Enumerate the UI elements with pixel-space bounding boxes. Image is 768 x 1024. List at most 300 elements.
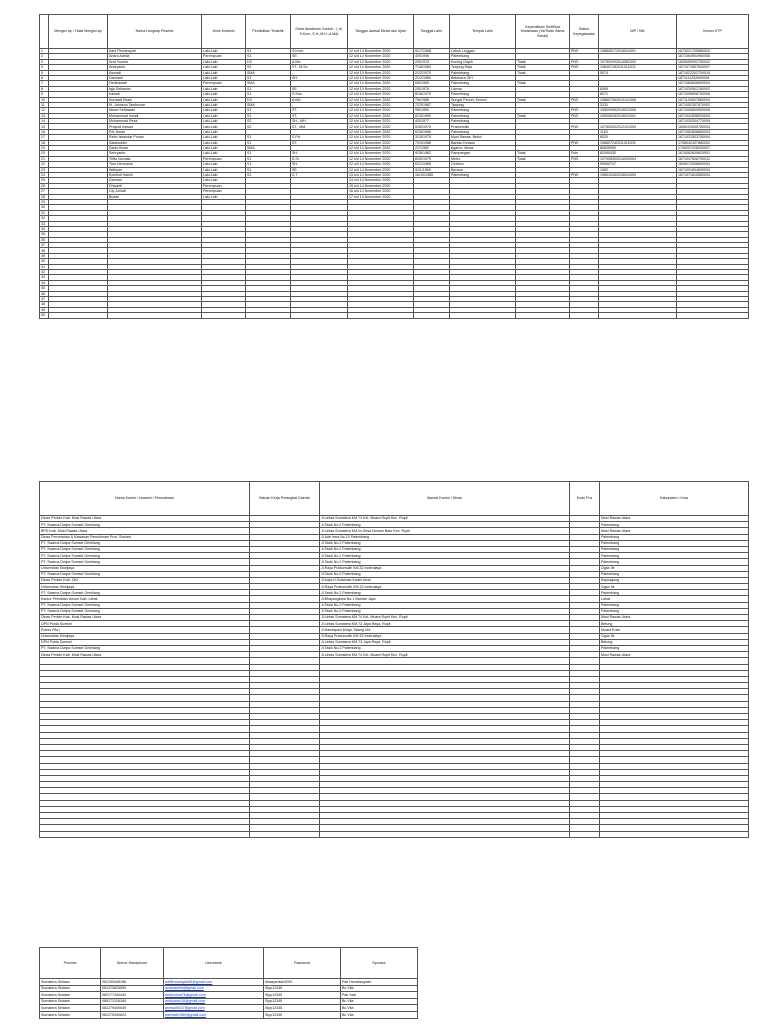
participant-row-cell: Tidak [516, 97, 570, 102]
office-row-cell: Universitas Sriwijaya [40, 584, 250, 590]
participant-row-cell: Lubuk Linggau [450, 49, 516, 54]
office-row-cell: PT. Swarna Dwipa Sumsel Gemilang [40, 590, 250, 596]
account-row-cell[interactable]: andinurnia76@gmail.com [164, 992, 264, 999]
participant-table-header-col-9: Kepemilikan Sertifikat Kesiswaan (Ya/Tidak Sama Sekali) [516, 15, 570, 49]
participant-row-cell: S1 [246, 162, 291, 167]
participant-row-cell: 13 [40, 113, 49, 118]
participant-row-cell: 2 [40, 54, 49, 59]
participant-row-cell: 80835990 [599, 146, 677, 151]
participant-row-cell: SH. [291, 162, 348, 167]
participant-row-cell: 1708042407880002 [677, 140, 749, 145]
participant-row-cell: 30 [40, 205, 49, 210]
participant-row-cell: 12 s/d 14 November 2020 [348, 54, 414, 59]
office-row-cell: Ogan Ilir [600, 633, 749, 639]
participant-row-cell [291, 313, 348, 318]
participant-row-cell: 12 s/d 14 November 2020 [348, 86, 414, 91]
participant-row-cell: 31 [40, 210, 49, 215]
participant-row-cell: Laki-Laki [202, 129, 246, 134]
office-row-cell: Palembang [600, 608, 749, 614]
participant-row-cell: 40 [40, 259, 49, 264]
participant-row-cell: 12 s/d 14 November 2020 [348, 75, 414, 80]
participant-row-cell: Iqja Setiawan [108, 86, 202, 91]
participant-row-cell: 2/7/1982 [414, 146, 450, 151]
participant-row-cell: 12 s/d 14 November 2020 [348, 140, 414, 145]
participant-row-cell: S1 [246, 75, 291, 80]
participant-row-cell: ST. [291, 113, 348, 118]
participant-row-cell: 1708207028200007 [677, 146, 749, 151]
participant-row-cell: Salahuddin [108, 140, 202, 145]
participant-row-cell [570, 313, 599, 318]
participant-row-cell: Rebo Iskandar Pohan [108, 135, 202, 140]
participant-row [40, 313, 749, 318]
office-row-cell [320, 831, 570, 837]
participant-row-cell: S.Kom. [291, 49, 348, 54]
participant-row-cell: 198805172016041001 [599, 49, 677, 54]
participant-row-cell: Agamo, Muda [450, 146, 516, 151]
participant-row-cell [450, 313, 516, 318]
account-row-cell: Sumatera Selatan [40, 998, 101, 1005]
participant-row-cell: 198407182011011002 [599, 65, 677, 70]
participant-row-cell: A.Md. [291, 59, 348, 64]
account-row-cell: Bu Vita [341, 1011, 418, 1018]
participant-row-cell: Laki-Laki [202, 119, 246, 124]
office-row-cell: DPN Polda Sumsel [40, 639, 250, 645]
participant-row-cell: M. Johnson Tambunan [108, 102, 202, 107]
participant-row-cell: 12 s/d 14 November 2020 [348, 49, 414, 54]
account-row-cell[interactable]: andryanto18@gmail.com [164, 998, 264, 1005]
participant-row-cell [677, 313, 749, 318]
participant-row-cell: 198807242011011005 [599, 140, 677, 145]
office-row-cell: Dinas Perumahan & Kawasan Pemukiman Prov. Sumsel [40, 534, 250, 540]
participant-row-cell: Laki-Laki [202, 178, 246, 183]
participant-row-cell: 1606072006650003 [677, 162, 749, 167]
participant-row-cell: Tidak [516, 81, 570, 86]
participant-row-cell: 24 [40, 172, 49, 177]
participant-row-cell: 197908302014092004 [599, 156, 677, 161]
participant-row-cell: Muhammad Ismail [108, 113, 202, 118]
participant-row-cell: 1671084606690004 [677, 81, 749, 86]
account-row-cell: Sipp12345 [264, 1005, 341, 1012]
account-row-cell: Sipp12345 [264, 1011, 341, 1018]
participant-row-cell: 1671091604690000 [677, 167, 749, 172]
participant-row-cell: Prayudi Irawan [108, 124, 202, 129]
participant-row-cell: Palembang [450, 70, 516, 75]
participant-row-cell: 6/6/1969 [414, 81, 450, 86]
office-row-cell: Lahat [600, 596, 749, 602]
participant-row-cell: Laki-Laki [202, 97, 246, 102]
participant-row-cell: 1163 [599, 129, 677, 134]
participant-row-cell: Perempuan [202, 54, 246, 59]
participant-row-cell: SE. [291, 54, 348, 59]
participant-row-cell: ST., MM. [291, 124, 348, 129]
participant-row-cell: S1 [246, 108, 291, 113]
participant-row-cell: S2 [246, 119, 291, 124]
participant-row-cell [414, 313, 450, 318]
participant-row-cell: 43 [40, 275, 49, 280]
account-row [40, 985, 418, 992]
participant-row-cell: 5 [40, 70, 49, 75]
participant-row-cell: 50 [40, 313, 49, 318]
participant-row-cell: 6 [40, 75, 49, 80]
participant-row-cell: 45 [40, 286, 49, 291]
participant-row-cell: 2/9/1975 [414, 59, 450, 64]
office-row-cell: Musi Rawas Utara [600, 528, 749, 534]
participant-row-cell: PNS [570, 172, 599, 177]
office-row-cell: Jl.Bhayangkara No.1 Bandar Jaya [320, 596, 570, 602]
account-table-header-col-2: Username [164, 948, 264, 979]
participant-row-cell: 1671022202700015 [677, 70, 749, 75]
account-table-header-col-1: Nomor Handphone [101, 948, 164, 979]
participant-row-cell: 12 s/d 14 November 2020 [348, 156, 414, 161]
participant-row-cell: 49 [40, 307, 49, 312]
participant-row-cell: Muhammad Reza [108, 119, 202, 124]
participant-table-header-col-7: Tanggal Lahir [414, 15, 450, 49]
office-row-cell [600, 831, 749, 837]
participant-row-cell: S.Sos. [291, 92, 348, 97]
office-row-cell: Kantor Pemdilan Umum Kab. Lahat [40, 596, 250, 602]
participant-row-cell: 3131 [599, 102, 677, 107]
office-row-cell: Universitas Sriwijaya [40, 633, 250, 639]
office-row-cell: Jl.Lintas Sumatera KM.74 Kel. Muara Rupit Kec. Rupit [320, 615, 570, 621]
office-row-cell: Jl.Tasik No.2 Palembang [320, 553, 570, 559]
participant-row-cell: 8069 [599, 86, 677, 91]
participant-row-cell [516, 313, 570, 318]
office-row-cell: Palembang [600, 571, 749, 577]
participant-row-cell: 19 [40, 146, 49, 151]
participant-row-cell: Irawati [108, 92, 202, 97]
office-row-cell: Jl.Ade Irma No.10 Palembang [320, 534, 570, 540]
office-row-cell: PT. Swarna Dwipa Sumsel Gemilang [40, 608, 250, 614]
account-row [40, 1005, 418, 1012]
participant-row-cell: Laki-Laki [202, 70, 246, 75]
account-row-cell[interactable]: adiffirmansyah88@gmail.com [164, 979, 264, 986]
participant-row-cell: 12 s/d 14 November 2020 [348, 65, 414, 70]
participant-row-cell: 10 [40, 97, 49, 102]
participant-row-cell: 197502092014081002 [599, 59, 677, 64]
office-row-cell: Jl.Tasik No.2 Palembang [320, 546, 570, 552]
participant-row-cell: 1671095608700006 [677, 92, 749, 97]
participant-row-cell: SE. [291, 167, 348, 172]
account-row [40, 992, 418, 999]
participant-row-cell: Laki-Laki [202, 124, 246, 129]
participant-row-cell: Darmadi [108, 75, 202, 80]
participant-row-cell: S1 [246, 49, 291, 54]
participant-row-cell: Kuning Gajah [450, 59, 516, 64]
participant-row-cell: 46 [40, 291, 49, 296]
participant-row-cell: Anara Adelia [108, 54, 202, 59]
participant-row-cell: Dhiyanti [108, 183, 202, 188]
account-table-header-col-4: Sponsor [341, 948, 418, 979]
participant-row-cell: Laki-Laki [202, 75, 246, 80]
participant-row-cell [49, 313, 108, 318]
participant-row-cell: Palembang [450, 113, 516, 118]
participant-row-cell: 4 [40, 65, 49, 70]
office-row-cell: Palembang [600, 590, 749, 596]
participant-row-cell: 28 [40, 194, 49, 199]
participant-row-cell: 1671030304770009 [677, 119, 749, 124]
office-row-cell: Jl.Lintas Sumatera KM.xx Desa Noman Baru Kec. Rupit [320, 528, 570, 534]
participant-row-cell: 8 [40, 86, 49, 91]
participant-row-cell: 1673021705880002 [677, 49, 749, 54]
account-row-cell: 081373826559 [101, 985, 164, 992]
participant-row-cell: Andryanto [108, 65, 202, 70]
participant-row-cell: 16/10/1985 [414, 172, 450, 177]
office-row-cell: Jl.Raya Prabumulih KM.32 Inderalaya [320, 633, 570, 639]
office-row-cell: Musi Rawas Utara [600, 615, 749, 621]
office-row-cell: Musi Rawas Utara [600, 652, 749, 658]
office-row-cell: Betung [600, 639, 749, 645]
participant-row-cell: 11 [40, 102, 49, 107]
participant-row-cell: Wahyan [108, 167, 202, 172]
participant-row-cell: Laki-Laki [202, 140, 246, 145]
participant-table [39, 14, 749, 319]
participant-row-cell: PNS [570, 156, 599, 161]
participant-row-cell: Tidak [516, 151, 570, 156]
participant-row-cell: 198607062010121006 [599, 97, 677, 102]
participant-row-cell: Laki-Laki [202, 162, 246, 167]
account-table-header-col-0: Provinsi [40, 948, 101, 979]
participant-row-cell: 5074 [599, 70, 677, 75]
participant-row-cell: Tuto Hermanto [108, 162, 202, 167]
participant-row-cell [202, 313, 246, 318]
participant-table-header-col-10: Status Kepegawaian [570, 15, 599, 49]
office-row-cell: Jl.Lintas Sumatera KM.74 Kel. Muara Rupit Kec. Rupit [320, 516, 570, 522]
participant-row-cell: 12 s/d 14 November 2020 [348, 119, 414, 124]
participant-row-cell: Cirebon [450, 162, 516, 167]
participant-row-cell: Perempuan [202, 183, 246, 188]
participant-row-cell: Laki-Laki [202, 102, 246, 107]
participant-table-header-col-12: Nomor KTP [677, 15, 749, 49]
participant-row-cell: 38 [40, 248, 49, 253]
participant-row-cell: PNS [570, 49, 599, 54]
participant-row-cell: 12 s/d 14 November 2020 [348, 162, 414, 167]
participant-row-cell: SH., MH. [291, 119, 348, 124]
participant-row-cell: 95060747 [599, 162, 677, 167]
participant-row-cell: Busari [108, 194, 202, 199]
participant-row-cell: 7/18/1984 [414, 65, 450, 70]
participant-table-header [40, 15, 749, 49]
participant-row-cell: Perempuan [202, 189, 246, 194]
participant-row-cell: Sungai Penuh, Kerinci [450, 97, 516, 102]
account-row-cell: dinasperkim2020 [264, 979, 341, 986]
participant-row-cell: 5/30/1975 [414, 124, 450, 129]
participant-row-cell: 1671031503750004 [677, 135, 749, 140]
office-row-cell: Musi Rawas Utara [600, 516, 749, 522]
office-row-cell: Jl.Lintas Sumatera KM.73 Jaya Raya, Rupit [320, 621, 570, 627]
participant-row-cell: 12 s/d 14 November 2020 [348, 151, 414, 156]
participant-row-cell: Polri [570, 151, 599, 156]
participant-row-cell: 1671052307670002 [677, 102, 749, 107]
office-row-cell: PT. Swarna Dwipa Sumsel Gemilang [40, 602, 250, 608]
participant-row-cell: ST. [291, 108, 348, 113]
participant-row-cell: 17 s/d 14 November 2020 [348, 194, 414, 199]
office-row-cell: Palembang [600, 522, 749, 528]
participant-row-cell: SH. [291, 151, 348, 156]
participant-row-cell: Darman [108, 178, 202, 183]
account-row-cell[interactable]: anaraadelia@gmail.com [164, 985, 264, 992]
account-row-cell: Sumatera Selatan [40, 979, 101, 986]
participant-row-cell: 21 [40, 156, 49, 161]
participant-row-cell: PNS [570, 59, 599, 64]
office-row-cell: Ogan Ilir [600, 584, 749, 590]
participant-row-cell: Tanjung Raja [450, 65, 516, 70]
participant-row-cell: PNS [570, 97, 599, 102]
account-row [40, 979, 418, 986]
office-row-cell: Jl.Raya Prabumulih KM.32 Inderalaya [320, 584, 570, 590]
participant-row-cell: 3 [40, 59, 49, 64]
account-row [40, 998, 418, 1005]
office-row-cell: Universitas Sriwijaya [40, 565, 250, 571]
office-row-cell: Polres PALI [40, 627, 250, 633]
participant-row-cell: Laki-Laki [202, 108, 246, 113]
participant-row-cell: 5/17/1988 [414, 49, 450, 54]
participant-row-cell: 25 [40, 178, 49, 183]
office-row-cell: PT. Swarna Dwipa Sumsel Gemilang [40, 571, 250, 577]
account-row-cell: Sumatera Selatan [40, 1011, 101, 1018]
participant-row-cell: 7/23/1967 [414, 102, 450, 107]
account-row-cell[interactable]: asmadi0037@gmail.com [164, 1005, 264, 1012]
participant-row-cell: 12 s/d 14 November 2020 [348, 59, 414, 64]
participant-row-cell: S1 [246, 140, 291, 145]
participant-row-cell: 1671041508920003 [677, 113, 749, 118]
participant-row-cell: 16 s/d 14 November 2020 [348, 189, 414, 194]
office-row-cell: Palembang [600, 546, 749, 552]
participant-table-header-col-6: Tanggal Jadwal Diklat dan Ujian [348, 15, 414, 49]
participant-row-cell: Palembang [450, 119, 516, 124]
participant-row-cell: SMA [246, 146, 291, 151]
participant-row-cell: Perempuan [202, 81, 246, 86]
participant-row-cell: SE. [291, 86, 348, 91]
participant-row-cell: - [291, 102, 348, 107]
participant-row-cell: Prabumulih [450, 124, 516, 129]
participant-row-cell: 7/24/1988 [414, 140, 450, 145]
account-row-cell: Pak Yadi [341, 992, 418, 999]
participant-row-cell: 4/9/1996 [414, 54, 450, 59]
participant-row-cell: 44 [40, 280, 49, 285]
participant-row-cell: 34 [40, 226, 49, 231]
participant-row-cell: 12 s/d 14 November 2020 [348, 113, 414, 118]
office-row-cell: Dinas Perkim Kab. Musi Rawas Utara [40, 615, 250, 621]
participant-row-cell: 47 [40, 296, 49, 301]
participant-row-cell: 1671030502760002 [677, 86, 749, 91]
account-row-cell[interactable]: darmadi1980@gmail.com [164, 1011, 264, 1018]
participant-row-cell: 9/6/1990 [414, 108, 450, 113]
participant-row-cell: 12 s/d 14 November 2020 [348, 135, 414, 140]
office-row-cell: Jl.Tasik No.2 Palembang [320, 590, 570, 596]
participant-row-cell: 82090430 [599, 151, 677, 156]
participant-table-header-col-11: NIP / NIK [599, 15, 677, 49]
participant-row-cell: 2/12/1980 [414, 75, 450, 80]
participant-row-cell: 41 [40, 264, 49, 269]
participant-table-header-col-2: Nama Lengkap Peserta [108, 15, 202, 49]
participant-row-cell: Laki-Laki [202, 92, 246, 97]
participant-row-cell: 8/16/1970 [414, 92, 450, 97]
participant-row-cell: Tidak [516, 65, 570, 70]
participant-row-cell: Laki-Laki [202, 135, 246, 140]
participant-row-cell: 12 s/d 14 November 2020 [348, 146, 414, 151]
participant-row-cell: Lianna [450, 86, 516, 91]
participant-row-cell: PNS [570, 124, 599, 129]
participant-table-header-col-0 [40, 15, 49, 49]
office-row-cell [40, 831, 250, 837]
participant-row-cell: Palembang [450, 81, 516, 86]
participant-row-cell: Andi Nurnia [108, 59, 202, 64]
office-row-cell: PT. Swarna Dwipa Sumsel Gemilang [40, 559, 250, 565]
participant-row-cell: 33 [40, 221, 49, 226]
participant-row-cell: SMA [246, 70, 291, 75]
account-row-cell: Sumatera Selatan [40, 992, 101, 999]
participant-row-cell [108, 313, 202, 318]
participant-row-cell: 48 [40, 302, 49, 307]
participant-row-cell: 197505302012121003 [599, 124, 677, 129]
participant-row-cell: S.T [291, 172, 348, 177]
account-row-cell: Sipp12345 [264, 985, 341, 992]
participant-row-cell: D3 [246, 97, 291, 102]
participant-row-cell: 15 s/d 14 November 2020 [348, 183, 414, 188]
participant-row-cell: 2/22/1970 [414, 70, 450, 75]
office-row-cell: Palembang [600, 553, 749, 559]
office-row-cell: Kayuagung [600, 577, 749, 583]
office-row-cell: DPN Polda Sumsel [40, 621, 250, 627]
office-row-cell: Dinas Perkim Kab. OKI [40, 577, 250, 583]
participant-row-cell: Laki-Laki [202, 146, 246, 151]
participant-row-cell: 12 s/d 14 November 2020 [348, 167, 414, 172]
office-row-cell: Palembang [600, 540, 749, 546]
participant-row-cell: 12 s/d 14 November 2020 [348, 124, 414, 129]
participant-row-cell: 1082 [599, 167, 677, 172]
participant-row-cell [246, 313, 291, 318]
office-row-cell: PT. Swarna Dwipa Sumsel Gemilang [40, 540, 250, 546]
account-row-cell: Bu Vita [341, 1005, 418, 1012]
account-row-cell: Bu Vita [341, 985, 418, 992]
participant-row-cell: 14 s/d 14 November 2020 [348, 178, 414, 183]
office-row-cell: Jl.Lintas Sumatera KM.74 Kel. Muara Rupit Kec. Rupit [320, 652, 570, 658]
office-row-cell: Jl.Tasik No.2 Palembang [320, 540, 570, 546]
office-row-cell: Jl.Tasik No.2 Palembang [320, 522, 570, 528]
participant-row-cell: Perempuan [202, 156, 246, 161]
account-row-cell: Sumatera Selatan [40, 985, 101, 992]
participant-row-cell: 37 [40, 243, 49, 248]
participant-row-cell: A.Md. [291, 97, 348, 102]
account-row-cell: 085171316184 [101, 998, 164, 1005]
office-row-cell: Jl.Lintas Sumatera KM.73 Jaya Raya, Rupit [320, 639, 570, 645]
participant-row-cell: Tidak [516, 70, 570, 75]
participant-row-cell: Palembang [450, 172, 516, 177]
participant-row-cell: 8020 [599, 135, 677, 140]
participant-row-cell: S1 [246, 156, 291, 161]
office-row-cell: Dinas Perkim Kab. Musi Rawas Utara [40, 652, 250, 658]
participant-row-cell [348, 313, 414, 318]
participant-row-cell: Tidak [516, 156, 570, 161]
participant-row-cell: Tidak [516, 113, 570, 118]
participant-row-cell: 1671071807840007 [677, 65, 749, 70]
participant-row-cell: Laki-Laki [202, 65, 246, 70]
participant-row-cell: 22 [40, 162, 49, 167]
participant-row-cell: 1671071610850004 [677, 172, 749, 177]
participant-row-cell: Lily Juniati [108, 189, 202, 194]
participant-row-cell: Laki-Laki [202, 151, 246, 156]
participant-row-cell: Asmadi [108, 70, 202, 75]
participant-row-cell: 12 s/d 14 November 2020 [348, 108, 414, 113]
office-row-cell: PT. Swarna Dwipa Sumsel Gemilang [40, 645, 250, 651]
office-row-cell: Palembang [600, 602, 749, 608]
participant-row-cell: 8/30/1979 [414, 156, 450, 161]
office-table-header-col-1: Satuan Kerja Perangkat Daerah [250, 482, 320, 516]
participant-row-cell: S.Pd. [291, 135, 348, 140]
participant-row-cell: S2 [246, 65, 291, 70]
participant-row-cell: Tanjung [450, 102, 516, 107]
participant-row-cell: S1 [246, 151, 291, 156]
